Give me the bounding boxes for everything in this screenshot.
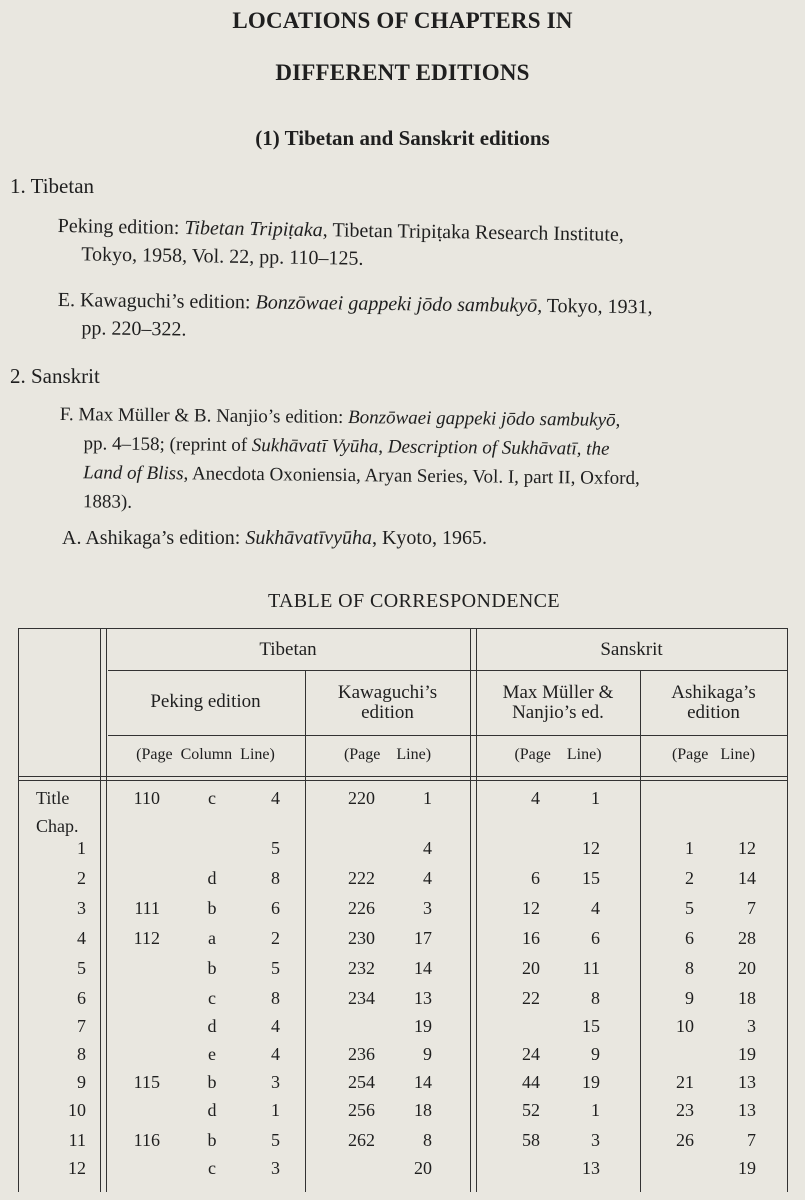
table-rule-cols — [108, 735, 788, 736]
table-cell-pp: 110 — [133, 788, 160, 808]
entry-muller-line3b: , Anecdota Oxoniensia, Aryan Series, Vol. I, part II, Oxford, — [183, 463, 640, 490]
table-cell-ml: 4 — [591, 898, 600, 918]
table-cell-kp: 230 — [348, 928, 375, 948]
table-cell-pl: 5 — [271, 958, 280, 978]
entry-muller-line3a: Land of Bliss — [83, 462, 184, 485]
entry-peking — [57, 212, 624, 277]
table-cell-al: 3 — [747, 1016, 756, 1036]
table-cell-kp: 262 — [348, 1130, 375, 1150]
table-cell-kl: 18 — [414, 1100, 432, 1120]
table-cell-kl: 17 — [414, 928, 432, 948]
table-cell-al: 14 — [738, 868, 756, 888]
table-cell-pp: 112 — [133, 928, 160, 948]
table-cell-kp: 220 — [348, 788, 375, 808]
table-cell-ml: 1 — [591, 1100, 600, 1120]
entry-peking-line2: Tokyo, 1958, Vol. 22, pp. 110–125. — [81, 243, 364, 270]
entry-muller-title: Bonzōwaei gappeki jōdo sambukyō — [347, 407, 616, 431]
table-cell-pp: 115 — [133, 1072, 160, 1092]
table-cell-al: 13 — [738, 1100, 756, 1120]
table-cell-ap: 21 — [676, 1072, 694, 1092]
col-kawaguchi-2: edition — [361, 702, 414, 723]
table-cell-al: 20 — [738, 958, 756, 978]
table-cell-kp: 226 — [348, 898, 375, 918]
entry-ashikaga-lead: A. Ashikaga’s edition: — [62, 527, 246, 549]
table-cell-pl: 5 — [271, 838, 280, 858]
row-label: 7 — [77, 1016, 86, 1036]
table-rule-label-2 — [106, 628, 107, 1192]
table-cell-kl: 20 — [414, 1158, 432, 1178]
col-peking: Peking edition — [150, 691, 261, 712]
table-cell-pl: 1 — [271, 1100, 280, 1120]
table-cell-ml: 3 — [591, 1130, 600, 1150]
table-cell-mp: 12 — [522, 898, 540, 918]
table-cell-kl: 1 — [423, 788, 432, 808]
table-cell-al: 12 — [738, 838, 756, 858]
table-cell-ap: 6 — [685, 928, 694, 948]
table-cell-pc: b — [207, 898, 217, 918]
entry-muller-rest: , — [615, 409, 621, 431]
table-cell-pc: b — [207, 958, 217, 978]
table-cell-mp: 4 — [531, 788, 540, 808]
table-cell-ml: 1 — [591, 788, 600, 808]
table-cell-pl: 8 — [271, 868, 280, 888]
table-cell-mp: 16 — [522, 928, 540, 948]
entry-muller — [59, 400, 641, 522]
table-cell-kl: 3 — [423, 898, 432, 918]
table-cell-al: 13 — [738, 1072, 756, 1092]
table-cell-mp: 22 — [522, 988, 540, 1008]
table-cell-kl: 14 — [414, 958, 432, 978]
row-label: Title — [36, 788, 70, 808]
table-cell-pl: 4 — [271, 1044, 280, 1064]
entry-muller-line2a: pp. 4–158; (reprint of — [83, 433, 252, 457]
table-cell-pc: d — [207, 1016, 217, 1036]
table-cell-al: 19 — [738, 1158, 756, 1178]
table-cell-ml: 9 — [591, 1044, 600, 1064]
table-rule-head-bottom-2 — [18, 780, 788, 781]
table-cell-ap: 9 — [685, 988, 694, 1008]
entry-kawaguchi — [57, 286, 652, 349]
sub-peking: (Page Column Line) — [136, 746, 275, 763]
entry-kawaguchi-lead: E. Kawaguchi’s edition: — [57, 288, 256, 314]
table-rule-head-bottom — [18, 776, 788, 777]
table-cell-ml: 15 — [582, 868, 600, 888]
table-cell-pl: 8 — [271, 988, 280, 1008]
table-cell-ap: 23 — [676, 1100, 694, 1120]
table-cell-kp: 222 — [348, 868, 375, 888]
table-cell-mp: 24 — [522, 1044, 540, 1064]
row-label: 1 — [77, 838, 86, 858]
table-cell-kp: 256 — [348, 1100, 375, 1120]
section-head-tibetan: 1. Tibetan — [10, 174, 95, 198]
table-cell-pc: d — [207, 1100, 217, 1120]
table-cell-ap: 8 — [685, 958, 694, 978]
table-cell-pp: 111 — [134, 898, 160, 918]
page-title-line1: LOCATIONS OF CHAPTERS IN — [232, 8, 573, 33]
sub-kawaguchi: (Page Line) — [343, 746, 432, 763]
table-cell-pc: e — [208, 1044, 216, 1064]
table-cell-mp: 52 — [522, 1100, 540, 1120]
row-label: 10 — [68, 1100, 86, 1120]
table-cell-ap: 5 — [685, 898, 694, 918]
row-label: 9 — [77, 1072, 86, 1092]
entry-kawaguchi-line2: pp. 220–322. — [81, 317, 187, 341]
table-cell-al: 18 — [738, 988, 756, 1008]
row-label: 2 — [77, 868, 86, 888]
table-cell-kp: 236 — [348, 1044, 375, 1064]
table-cell-kp: 254 — [348, 1072, 375, 1092]
col-ashikaga-1: Ashikaga’s — [671, 682, 756, 703]
table-cell-pp: 116 — [133, 1130, 160, 1150]
page-title-line2: DIFFERENT EDITIONS — [275, 60, 530, 85]
table-cell-ml: 11 — [582, 958, 600, 978]
table-cell-pc: b — [207, 1072, 217, 1092]
col-muller-2: Nanjio’s ed. — [512, 702, 604, 723]
table-cell-ml: 6 — [591, 928, 600, 948]
table-cell-kp: 234 — [348, 988, 375, 1008]
table-cell-al: 7 — [747, 898, 756, 918]
table-cell-ml: 8 — [591, 988, 600, 1008]
section-subtitle: (1) Tibetan and Sanskrit editions — [255, 126, 550, 150]
table-cell-kl: 8 — [423, 1130, 432, 1150]
table-rule-top — [18, 628, 788, 629]
row-label: 11 — [68, 1130, 86, 1150]
table-cell-pc: d — [207, 868, 217, 888]
table-cell-ml: 15 — [582, 1016, 600, 1036]
table-cell-al: 7 — [747, 1130, 756, 1150]
entry-muller-line2d: Description of Sukhāvatī, the — [387, 436, 610, 460]
table-cell-ml: 12 — [582, 838, 600, 858]
table-cell-kp: 232 — [348, 958, 375, 978]
table-rule-group-1 — [470, 628, 471, 1192]
entry-ashikaga-rest: , Kyoto, 1965. — [371, 527, 487, 549]
table-rule-group — [108, 670, 788, 671]
table-cell-ml: 19 — [582, 1072, 600, 1092]
col-muller-1: Max Müller & — [502, 682, 614, 703]
col-ashikaga-2: edition — [687, 702, 740, 723]
table-cell-pl: 3 — [271, 1072, 280, 1092]
table-cell-al: 19 — [738, 1044, 756, 1064]
row-label: 5 — [77, 958, 86, 978]
table-cell-pl: 5 — [271, 1130, 280, 1150]
table-group-tibetan: Tibetan — [259, 639, 317, 660]
entry-peking-title: Tibetan Tripiṭaka — [184, 216, 323, 242]
table-cell-kl: 14 — [414, 1072, 432, 1092]
entry-muller-line2b: Sukhāvatī Vyūha — [251, 435, 379, 458]
table-cell-pc: c — [208, 988, 216, 1008]
table-cell-kl: 4 — [423, 838, 432, 858]
sub-ashikaga: (Page Line) — [671, 746, 756, 763]
table-cell-ap: 1 — [685, 838, 694, 858]
table-cell-ml: 13 — [582, 1158, 600, 1178]
entry-kawaguchi-rest: , Tokyo, 1931, — [537, 294, 653, 319]
table-cell-pc: a — [208, 928, 216, 948]
table-cell-mp: 20 — [522, 958, 540, 978]
row-label: 8 — [77, 1044, 86, 1064]
table-title: TABLE OF CORRESPONDENCE — [267, 590, 561, 612]
entry-ashikaga-title: Sukhāvatīvyūha — [245, 527, 372, 549]
table-rule-label-1 — [100, 628, 101, 1192]
col-kawaguchi-1: Kawaguchi’s — [337, 682, 438, 703]
table-cell-mp: 6 — [531, 868, 540, 888]
row-label: 12 — [68, 1158, 86, 1178]
entry-muller-lead: F. Max Müller & B. Nanjio’s edition: — [59, 403, 349, 429]
table-cell-kl: 13 — [414, 988, 432, 1008]
table-cell-pl: 3 — [271, 1158, 280, 1178]
table-cell-pl: 4 — [271, 1016, 280, 1036]
entry-muller-line4: 1883). — [82, 491, 133, 513]
table-cell-pl: 4 — [271, 788, 280, 808]
table-group-sanskrit: Sanskrit — [600, 639, 663, 660]
table-cell-pc: c — [208, 788, 216, 808]
entry-peking-lead: Peking edition: — [57, 214, 185, 239]
table-cell-ap: 2 — [685, 868, 694, 888]
table-cell-pc: b — [207, 1130, 217, 1150]
row-label: 4 — [77, 928, 86, 948]
table-cell-kl: 9 — [423, 1044, 432, 1064]
row-label: 6 — [77, 988, 86, 1008]
table-cell-kl: 19 — [414, 1016, 432, 1036]
table-cell-ap: 10 — [676, 1016, 694, 1036]
entry-muller-line2c: , — [378, 436, 388, 458]
table-cell-kl: 4 — [423, 868, 432, 888]
entry-kawaguchi-title: Bonzōwaei gappeki jōdo sambukyō — [255, 291, 538, 317]
table-rule-left — [18, 628, 19, 1192]
table-cell-pl: 2 — [271, 928, 280, 948]
section-head-sanskrit: 2. Sanskrit — [10, 364, 100, 388]
table-cell-mp: 58 — [522, 1130, 540, 1150]
entry-ashikaga — [62, 524, 487, 552]
row-label: 3 — [77, 898, 86, 918]
table-cell-mp: 44 — [522, 1072, 540, 1092]
entry-peking-rest: , Tibetan Tripiṭaka Research Institute, — [322, 219, 625, 246]
row-label-chap: Chap. — [36, 816, 79, 836]
table-rule-right — [787, 628, 788, 1192]
table-cell-pl: 6 — [271, 898, 280, 918]
sub-muller: (Page Line) — [514, 746, 602, 763]
table-cell-pc: c — [208, 1158, 216, 1178]
table-cell-ap: 26 — [676, 1130, 694, 1150]
table-cell-al: 28 — [738, 928, 756, 948]
